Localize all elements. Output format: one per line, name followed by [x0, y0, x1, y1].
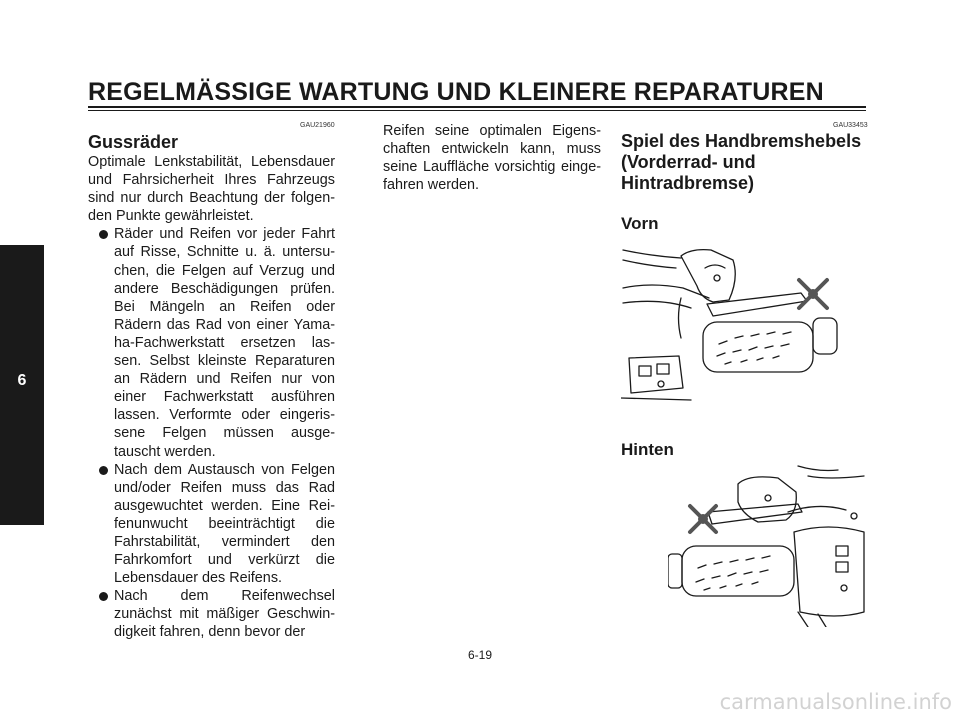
- continuation-text: Reifen seine optimalen Eigens-chaften entwickeln kann, muss seine Lauffläche vorsichtig einge-fahren werden.: [383, 123, 601, 194]
- front-brake-lever-illustration: [621, 238, 866, 408]
- bullet-item: Räder und Reifen vor jeder Fahrt auf Risse, Schnitte u. ä. untersu-chen, die Felgen auf Verzug und andere Beschädigungen prüfen. Bei Mängeln an Reifen oder Rädern das Rad von einer Yama-ha-Fachwerkstatt ersetzen las-sen. Selbst kleinste Reparaturen an Rädern und Reifen nur von einer Fachwerkstatt ausführen lassen. Verformte oder eingeris-sene Felgen müssen ausge-tauscht werden.: [88, 225, 335, 460]
- section-intro: Optimale Lenkstabilität, Lebensdauer und Fahrsicherheit Ihres Fahrzeugs sind nur durch Beachtung der folgen-den Punkte gewährleistet.: [88, 154, 335, 225]
- section-heading-brake-line-1: Spiel des Handbremshebels: [621, 131, 862, 151]
- header-rule-thin: [88, 110, 866, 111]
- section-heading-cast-wheels: Gussräder: [88, 132, 179, 152]
- section-brake-lever: [621, 131, 866, 194]
- page-number: 6-19: [467, 648, 493, 662]
- front-label: Vorn: [621, 214, 659, 233]
- rear-label: Hinten: [621, 440, 674, 459]
- section-heading-brake-line-2: (Vorderrad- und: [621, 152, 756, 172]
- rear-brake-lever-illustration: [668, 462, 866, 627]
- section-code-left: GAU21960: [300, 122, 335, 129]
- page-header-title: REGELMÄSSIGE WARTUNG UND KLEINERE REPARATUREN: [88, 78, 824, 106]
- section-heading-brake-line-3: Hintradbremse): [621, 173, 755, 193]
- bullet-item: Nach dem Austausch von Felgen und/oder Reifen muss das Rad ausgewuchtet werden. Eine Rei-fenunwucht beeinträchtigt die Fahrstabilität, vermindert den Fahrkomfort und verkürzt die Lebensdauer des Reifens.: [88, 461, 335, 588]
- watermark: carmanualsonline.info: [719, 690, 952, 714]
- section-code-right: GAU33453: [833, 122, 868, 129]
- section-continuation: [383, 122, 601, 194]
- bullet-item: Nach dem Reifenwechsel zunächst mit mäßiger Geschwin-digkeit fahren, denn bevor der: [88, 587, 335, 641]
- section-cast-wheels: [88, 131, 335, 642]
- header-rule-thick: [88, 106, 866, 108]
- chapter-number: 6: [17, 372, 27, 389]
